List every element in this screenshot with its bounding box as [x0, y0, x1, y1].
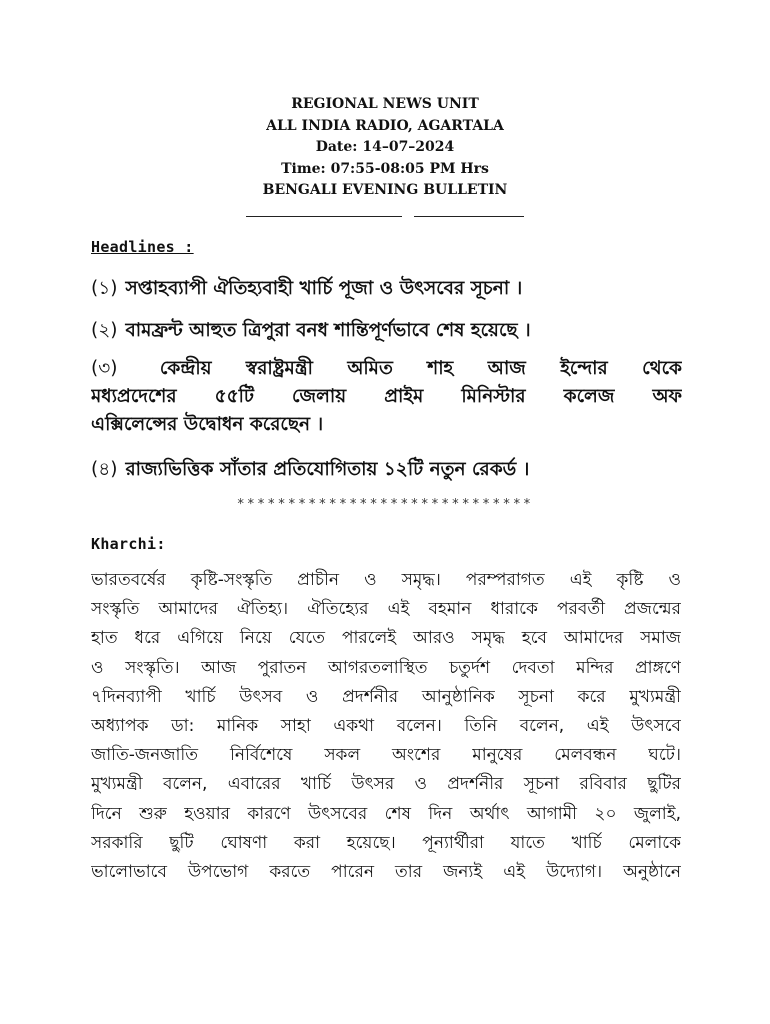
headline-3 — [91, 355, 682, 439]
headline-1 — [91, 274, 682, 305]
body-line: সরকারি ছুটি ঘোষণা করা হয়েছে। পূন্যার্থীরা যাতে খার্চি মেলাকে — [91, 832, 681, 853]
headline-number: (৪) — [91, 459, 118, 480]
body-line: জাতি-জনজাতি নির্বিশেষে সকল অংশের মানুষের মেলবন্ধন ঘটে। — [91, 745, 681, 766]
separator-stars: ***************************** — [236, 497, 534, 512]
header-bulletin-name: BENGALI EVENING BULLETIN — [262, 182, 508, 198]
body-line: মুখ্যমন্ত্রী বলেন, এবারের খার্চি উৎসর ও প্রদর্শনীর সূচনা রবিবার ছুটির — [91, 774, 681, 795]
headlines-label: Headlines : — [91, 238, 194, 256]
section-label-kharchi: Kharchi: — [91, 535, 166, 553]
header-date: Date: 14–07–2024 — [315, 139, 455, 155]
body-line: ভালোভাবে উপভোগ করতে পারেন তার জন্যই এই উদ্যোগ। অনুষ্ঠানে — [91, 861, 681, 882]
body-line: ৭দিনব্যাপী খার্চি উৎসব ও প্রদর্শনীর আনুষ্ঠানিক সূচনা করে মুখ্যমন্ত্রী — [91, 686, 681, 707]
headline-2 — [91, 316, 682, 347]
headline-number: (১) — [91, 278, 118, 299]
headline-text: সপ্তাহব্যাপী ঐতিহ্যবাহী খার্চি পূজা ও উৎসবের সূচনা । — [125, 278, 523, 299]
header-station: ALL INDIA RADIO, AGARTALA — [266, 117, 504, 134]
header-time: Time: 07:55-08:05 PM Hrs — [281, 160, 489, 177]
headline-line: মধ্যপ্রদেশের ৫৫টি জেলায় প্রাইম মিনিস্টার কলেজ অফ — [91, 386, 682, 407]
headline-text: বামফ্রন্ট আহুত ত্রিপুরা বনধ শান্তিপূর্ণভাবে শেষ হয়েছে । — [125, 320, 531, 341]
body-line: অধ্যাপক ডা: মানিক সাহা একথা বলেন। তিনি বলেন, এই উৎসবে — [91, 715, 681, 736]
headline-text: কেন্দ্রীয় স্বরাষ্ট্রমন্ত্রী অমিত শাহ আজ ইন্দোর থেকে — [159, 358, 682, 379]
headline-line: এক্সিলেন্সের উদ্বোধন করেছেন । — [91, 414, 324, 435]
headline-line — [91, 355, 682, 383]
story-body — [91, 566, 681, 887]
bulletin-header — [0, 94, 770, 202]
headline-number: (২) — [91, 320, 118, 341]
headline-number: (৩) — [91, 358, 118, 379]
underline-segment-2 — [414, 216, 524, 217]
body-line: ও সংস্কৃতি। আজ পুরাতন আগরতলাস্থিত চতুর্দশ দেবতা মন্দির প্রাঙ্গণে — [91, 657, 681, 678]
underline-segment-1 — [246, 216, 402, 217]
header-unit: REGIONAL NEWS UNIT — [291, 96, 479, 112]
headline-text: রাজ্যভিত্তিক সাঁতার প্রতিযোগিতায় ১২টি নতুন রেকর্ড । — [125, 459, 530, 480]
body-line: হাত ধরে এগিয়ে নিয়ে যেতে পারলেই আরও সমৃদ্ধ হবে আমাদের সমাজ — [91, 628, 681, 649]
body-line: দিনে শুরু হওয়ার কারণে উৎসবের শেষ দিন অর্থাৎ আগামী ২০ জুলাই, — [91, 803, 681, 824]
headline-4 — [91, 455, 682, 486]
body-line: ভারতবর্ষের কৃষ্টি-সংস্কৃতি প্রাচীন ও সমৃদ্ধ। পরম্পরাগত এই কৃষ্টি ও — [91, 570, 681, 590]
body-line: সংস্কৃতি আমাদের ঐতিহ্য। ঐতিহ্যের এই বহমান ধারাকে পরবর্তী প্রজন্মের — [91, 599, 681, 620]
